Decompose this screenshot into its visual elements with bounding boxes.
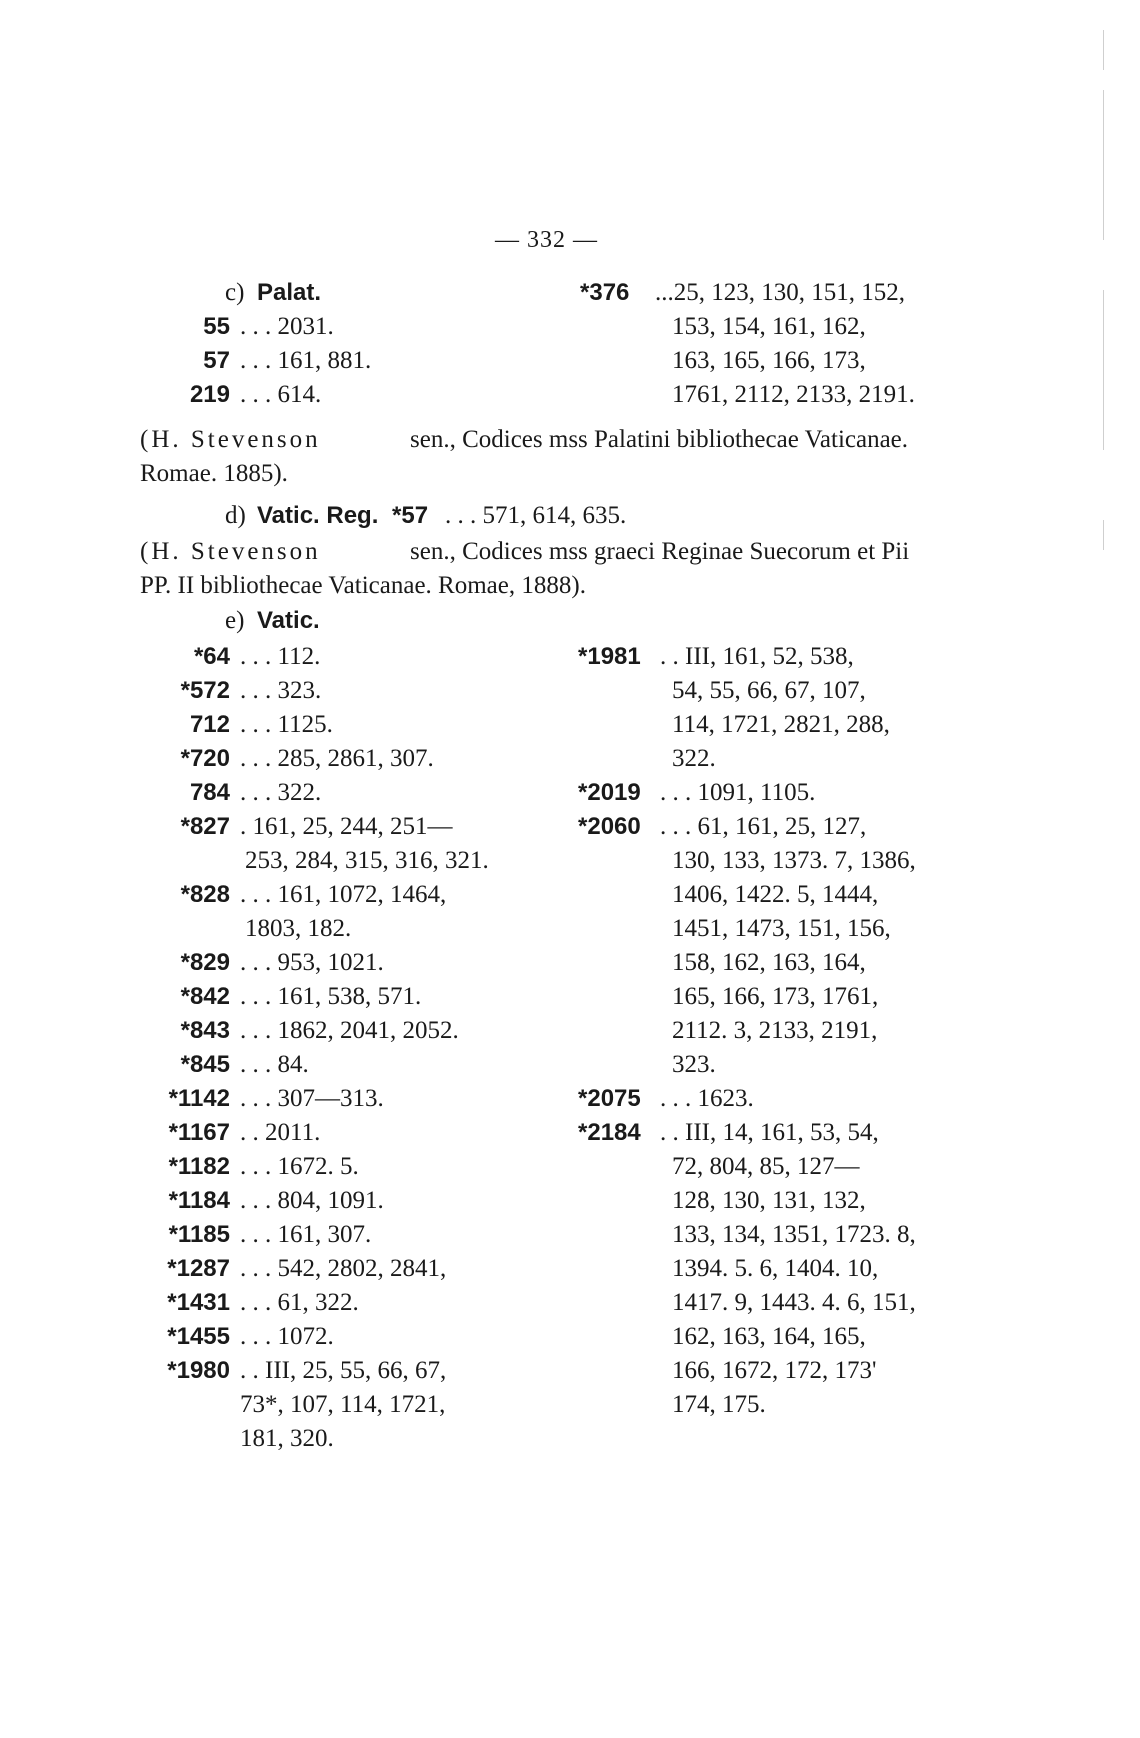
entry-refs-line: . . . 61, 322. [240, 1289, 359, 1316]
entry-number: *1182 [168, 1153, 230, 1180]
entry-refs-line: 72, 804, 85, 127— [672, 1153, 860, 1180]
entry-number: 784 [189, 779, 230, 806]
entry-number: *845 [180, 1051, 230, 1078]
citation-text: sen., Codices mss Palatini bibliothecae Vaticanae. [410, 426, 909, 453]
entry-number: 57 [203, 347, 230, 374]
entry-refs-line: . . . 1672. 5. [240, 1153, 359, 1180]
entry-refs-line: ...25, 123, 130, 151, 152, [655, 279, 905, 306]
entry-number: *2075 [578, 1085, 641, 1112]
scan-edge [1103, 520, 1104, 550]
entry-number: *1455 [167, 1323, 230, 1350]
entry-number: *1185 [168, 1221, 230, 1248]
entry-refs-line: 322. [672, 745, 716, 772]
entry-refs-line: 158, 162, 163, 164, [672, 949, 866, 976]
entry-refs-line: 1803, 182. [245, 915, 352, 942]
entry-refs-line: . . . 161, 307. [240, 1221, 372, 1248]
entry-number: *1431 [167, 1289, 230, 1316]
entry-refs-line: . . . 285, 2861, 307. [240, 745, 434, 772]
entry-refs-line: . . . 804, 1091. [240, 1187, 384, 1214]
entry-refs-line: . . . 542, 2802, 2841, [240, 1255, 447, 1282]
entry-refs-line: . . . 1862, 2041, 2052. [240, 1017, 459, 1044]
scan-edge [1103, 90, 1104, 240]
entry-refs-line: . . . 307—313. [240, 1085, 384, 1112]
citation-author: (H. Stevenson [140, 426, 321, 453]
section-label: c) [225, 279, 245, 306]
entry-refs: . . . 614. [240, 381, 322, 408]
entry-refs-line: . . . 322. [240, 779, 322, 806]
entry-refs-line: 130, 133, 1373. 7, 1386, [672, 847, 916, 874]
page-number: — 332 — [495, 227, 598, 253]
entry-number: *2184 [578, 1119, 641, 1146]
entry-number: 219 [189, 381, 230, 408]
entry-refs-line: . . . 1091, 1105. [660, 779, 816, 806]
entry-refs-line: 2112. 3, 2133, 2191, [672, 1017, 878, 1044]
entry-number: *843 [180, 1017, 230, 1044]
entry-refs-line: . . 2011. [240, 1119, 321, 1146]
section-heading: Vatic. [257, 607, 320, 634]
entry-refs-line: 165, 166, 173, 1761, [672, 983, 879, 1010]
entry-refs-line: 1394. 5. 6, 1404. 10, [672, 1255, 879, 1282]
entry-number: *2060 [578, 813, 641, 840]
entry-refs-line: . . . 61, 161, 25, 127, [660, 813, 867, 840]
entry-number: *1184 [168, 1187, 230, 1214]
entry-refs-line: 1761, 2112, 2133, 2191. [672, 381, 915, 408]
entry-refs-line: . . . 161, 538, 571. [240, 983, 422, 1010]
entry-refs-line: 1451, 1473, 151, 156, [672, 915, 891, 942]
citation-text: sen., Codices mss graeci Reginae Suecorum et Pii [410, 538, 910, 565]
entry-number: *57 [392, 502, 429, 529]
entry-refs-line: . . III, 25, 55, 66, 67, [240, 1357, 447, 1384]
entry-number: *1981 [578, 643, 641, 670]
entry-refs-line: 253, 284, 315, 316, 321. [245, 847, 489, 874]
entry-number: *827 [180, 813, 230, 840]
entry-refs-line: 1406, 1422. 5, 1444, [672, 881, 879, 908]
entry-refs-line: 162, 163, 164, 165, [672, 1323, 866, 1350]
entry-number: *1287 [167, 1255, 230, 1282]
entry-number: *1142 [168, 1085, 230, 1112]
section-heading: Palat. [257, 279, 322, 306]
section-label: e) [225, 607, 245, 634]
entry-refs-line: 133, 134, 1351, 1723. 8, [672, 1221, 916, 1248]
entry-refs-line: . . . 1623. [660, 1085, 754, 1112]
entry-number: *842 [180, 983, 230, 1010]
entry-refs-line: 181, 320. [240, 1425, 334, 1452]
entry-number: *64 [193, 643, 230, 670]
entry-refs-line: . . III, 161, 52, 538, [660, 643, 854, 670]
section-label: d) [225, 502, 246, 529]
entry-refs-line: 174, 175. [672, 1391, 766, 1418]
entry-refs-line: 153, 154, 161, 162, [672, 313, 866, 340]
entry-refs: . . . 2031. [240, 313, 334, 340]
entry-number: 712 [189, 711, 230, 738]
entry-refs-line: . . . 1125. [240, 711, 333, 738]
entry-refs-line: 128, 130, 131, 132, [672, 1187, 866, 1214]
entry-refs-line: 323. [672, 1051, 716, 1078]
entry-number: *1980 [167, 1357, 230, 1384]
entry-number: *829 [180, 949, 230, 976]
entry-refs-line: 1417. 9, 1443. 4. 6, 151, [672, 1289, 916, 1316]
entry-refs-line: . . . 84. [240, 1051, 309, 1078]
entry-number: *2019 [578, 779, 641, 806]
entry-refs-line: 114, 1721, 2821, 288, [672, 711, 890, 738]
entry-refs-line: . . . 323. [240, 677, 322, 704]
entry-refs: . . . 161, 881. [240, 347, 372, 374]
entry-number: *376 [580, 279, 630, 306]
entry-refs-line: . . III, 14, 161, 53, 54, [660, 1119, 879, 1146]
entry-number: *572 [180, 677, 230, 704]
citation-text: Romae. 1885). [140, 460, 288, 487]
entry-number: 55 [203, 313, 230, 340]
citation-author: (H. Stevenson [140, 538, 321, 565]
entry-refs-line: . . . 161, 1072, 1464, [240, 881, 447, 908]
entry-number: *720 [180, 745, 230, 772]
entry-refs: . . . 571, 614, 635. [445, 502, 627, 529]
entry-refs-line: 54, 55, 66, 67, 107, [672, 677, 866, 704]
entry-refs-line: . . . 1072. [240, 1323, 334, 1350]
scan-edge [1103, 290, 1104, 450]
citation-text: PP. II bibliothecae Vaticanae. Romae, 1888). [140, 572, 586, 599]
entry-refs-line: 163, 165, 166, 173, [672, 347, 866, 374]
entry-refs-line: 73*, 107, 114, 1721, [240, 1391, 446, 1418]
entry-number: *1167 [168, 1119, 230, 1146]
entry-refs-line: 166, 1672, 172, 173' [672, 1357, 877, 1384]
scan-edge [1103, 30, 1104, 70]
entry-number: *828 [180, 881, 230, 908]
entry-refs-line: . 161, 25, 244, 251— [240, 813, 453, 840]
section-heading: Vatic. Reg. [257, 502, 379, 529]
entry-refs-line: . . . 953, 1021. [240, 949, 384, 976]
entry-refs-line: . . . 112. [240, 643, 321, 670]
